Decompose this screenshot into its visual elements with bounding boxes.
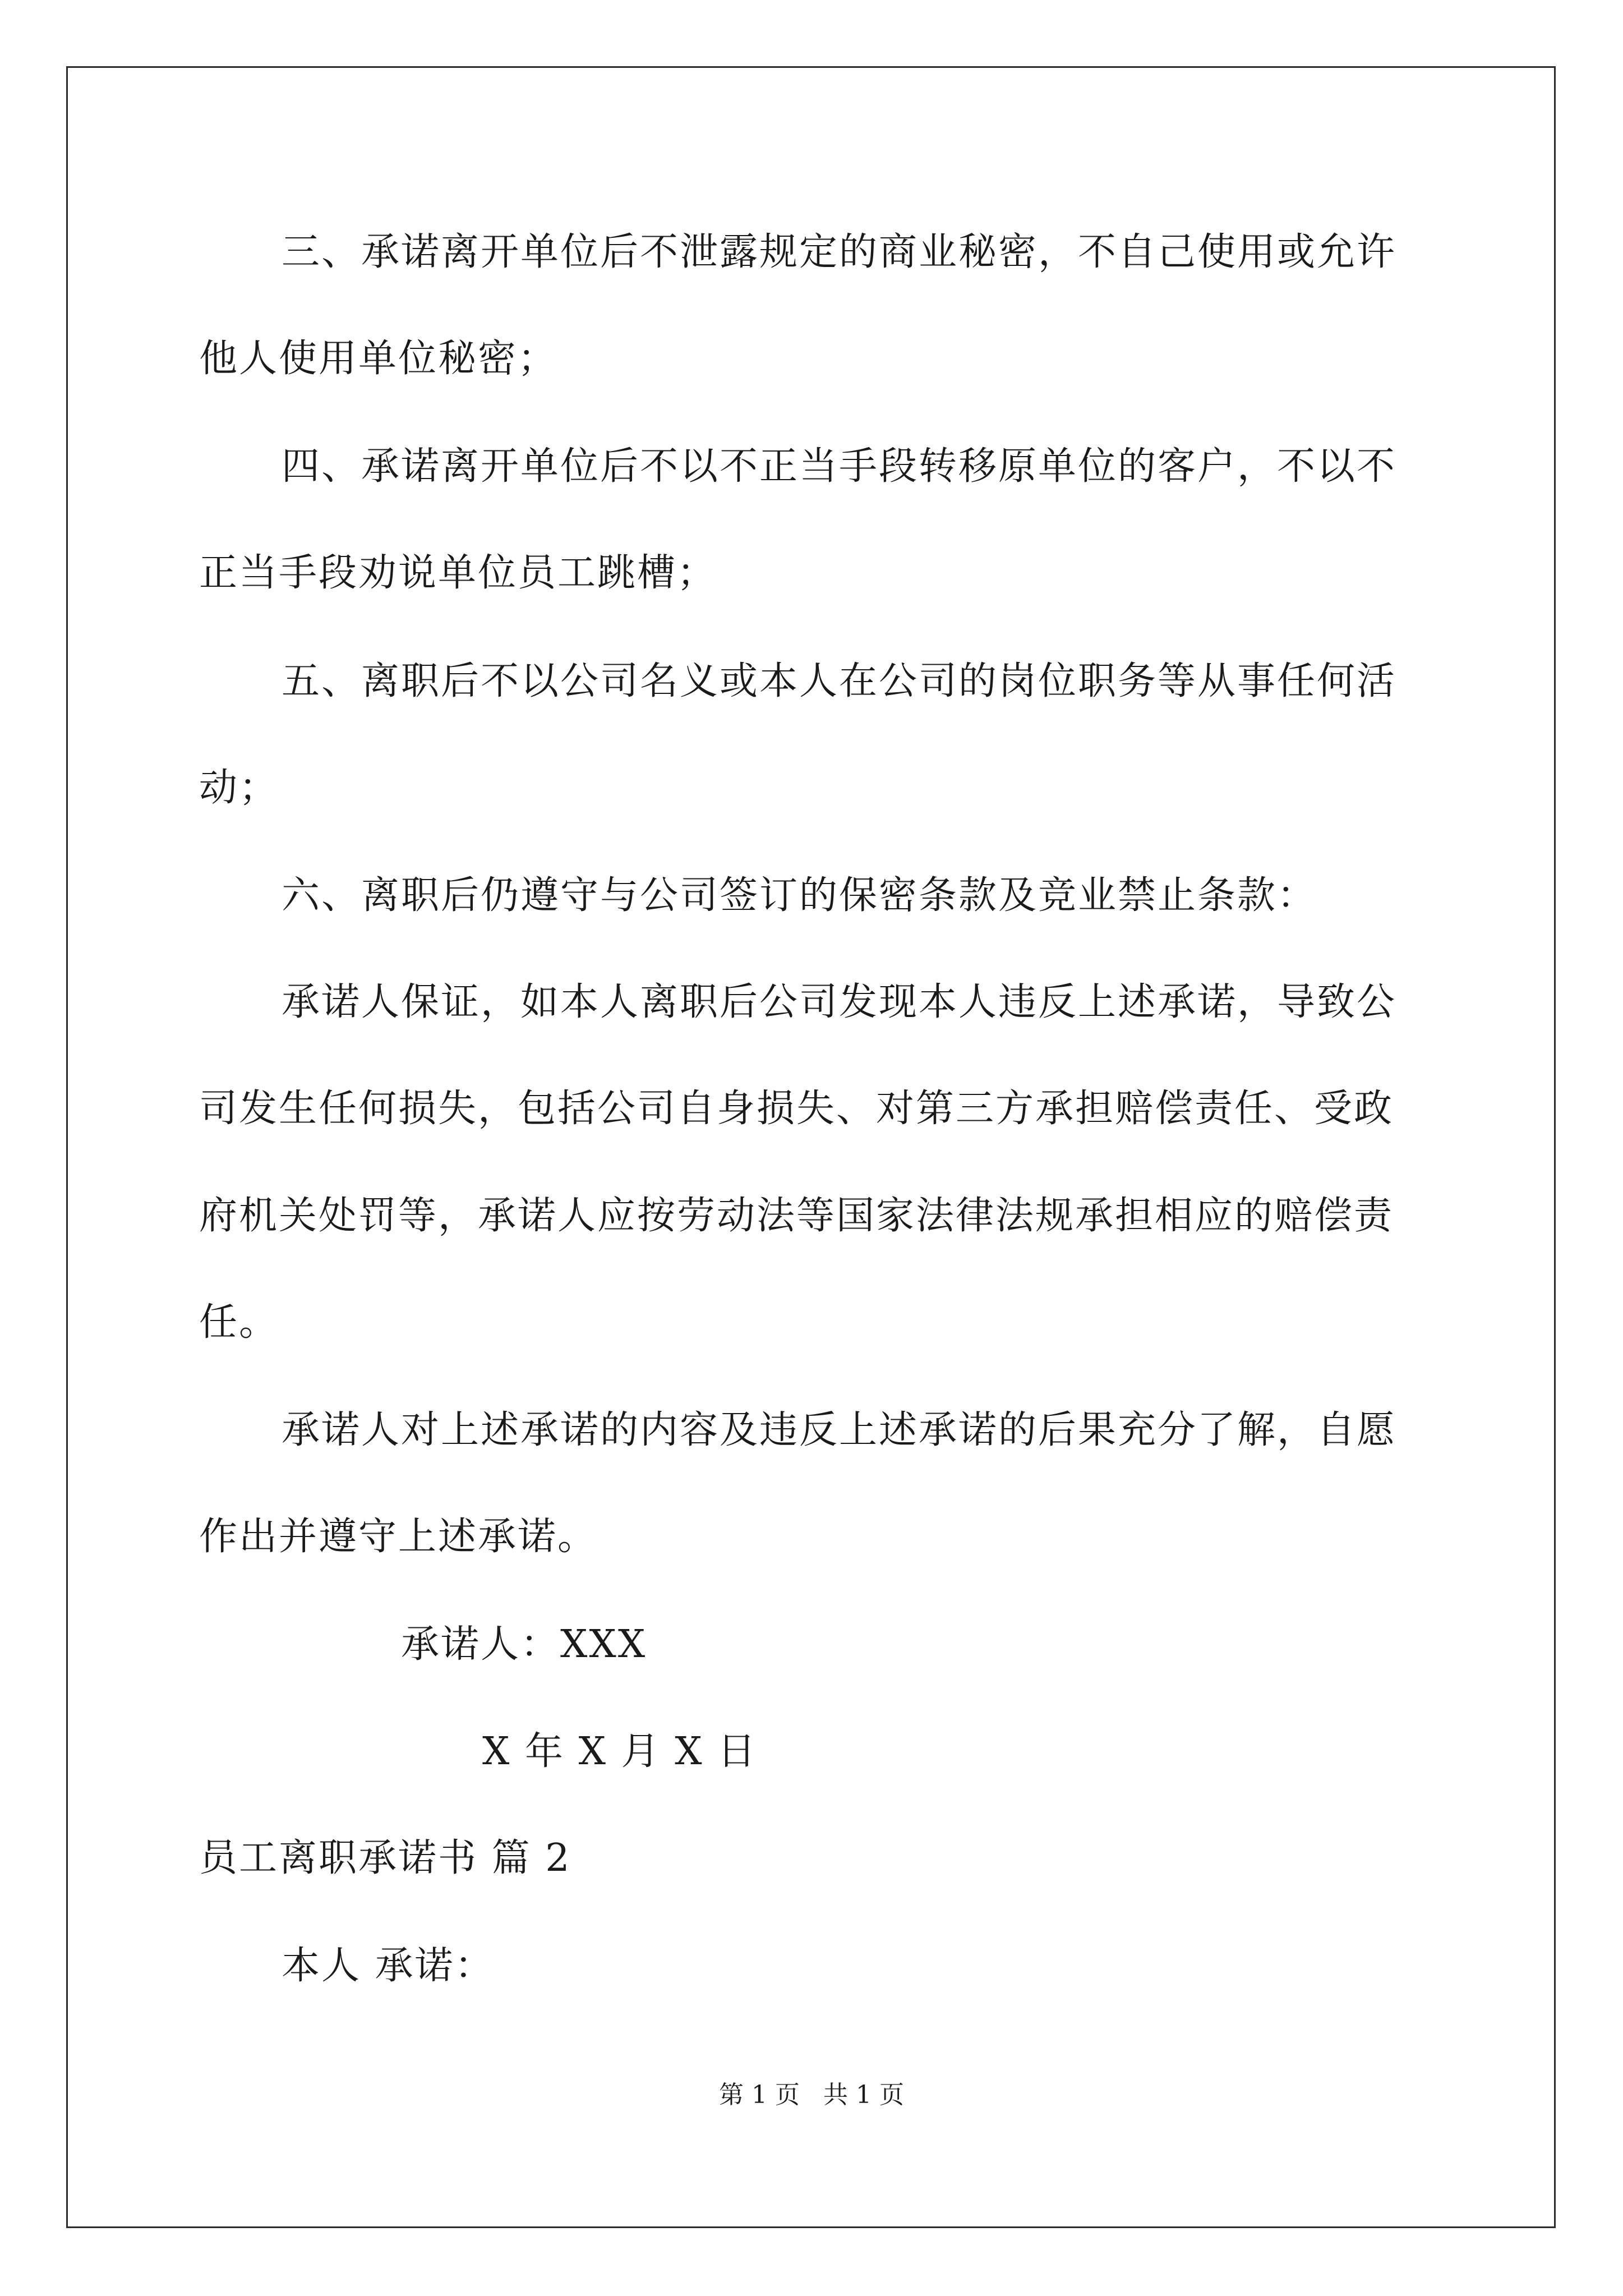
clause-3-line-2: 他人使用单位秘密； <box>199 337 558 381</box>
page-footer: 第 1 页 共 1 页 <box>719 2081 904 2109</box>
clause-3-line-1: 三、承诺离开单位后不泄露规定的商业秘密，不自己使用或允许 <box>282 230 1397 274</box>
acknowledgement-line-1: 承诺人对上述承诺的内容及违反上述承诺的后果充分了解，自愿 <box>282 1408 1397 1452</box>
clause-4-line-2: 正当手段劝说单位员工跳槽； <box>199 551 717 595</box>
guarantee-line-4: 任。 <box>199 1300 279 1345</box>
clause-6-line-1: 六、离职后仍遵守与公司签订的保密条款及竞业禁止条款： <box>282 873 1317 918</box>
page-border <box>66 66 1556 2228</box>
signatory: 承诺人：XXX <box>401 1622 647 1667</box>
signature-date: X 年 X 月 X 日 <box>482 1729 758 1774</box>
clause-5-line-1: 五、离职后不以公司名义或本人在公司的岗位职务等从事任何活 <box>282 659 1397 703</box>
clause-5-line-2: 动； <box>199 766 279 810</box>
acknowledgement-line-2: 作出并遵守上述承诺。 <box>199 1515 598 1559</box>
promise-opening: 本人 承诺： <box>282 1944 495 1988</box>
section-heading: 员工离职承诺书 篇 2 <box>199 1836 571 1880</box>
clause-4-line-1: 四、承诺离开单位后不以不正当手段转移原单位的客户，不以不 <box>282 444 1397 489</box>
guarantee-line-2: 司发生任何损失，包括公司自身损失、对第三方承担赔偿责任、受政 <box>199 1087 1394 1131</box>
guarantee-line-3: 府机关处罚等，承诺人应按劳动法等国家法律法规承担相应的赔偿责 <box>199 1194 1394 1238</box>
guarantee-line-1: 承诺人保证，如本人离职后公司发现本人违反上述承诺，导致公 <box>282 980 1397 1024</box>
